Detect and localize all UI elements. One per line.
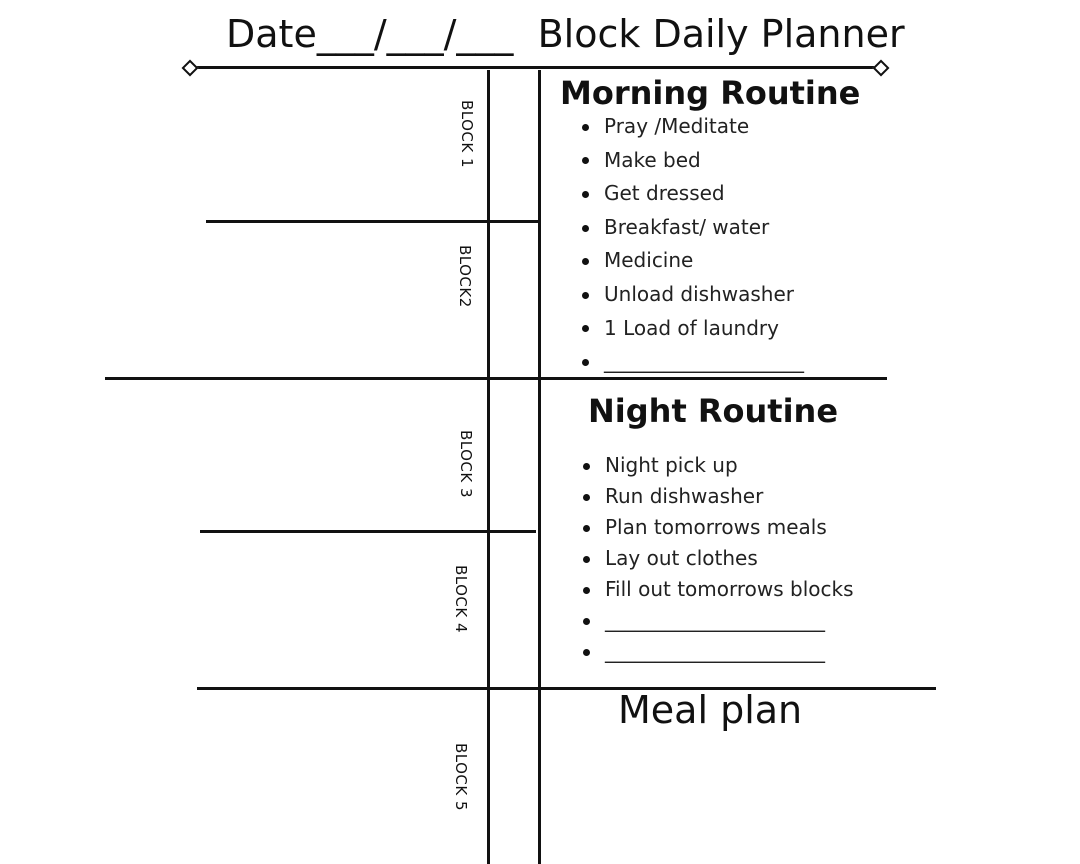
night-routine-list (583, 450, 854, 667)
night-item-blank-1: ______________________ (583, 605, 854, 636)
routine-column-divider (538, 70, 541, 864)
night-item-blank-2: ______________________ (583, 636, 854, 667)
block-column-divider (487, 70, 490, 864)
night-routine-heading: Night Routine (588, 392, 839, 430)
morning-routine-heading: Morning Routine (560, 74, 861, 112)
block-divider-3-4 (200, 530, 536, 533)
divider-right-diamond (873, 60, 890, 77)
morning-item-get-dressed: Get dressed (582, 177, 804, 211)
morning-routine-list (582, 110, 804, 379)
block-label-4: BLOCK 4 (452, 565, 470, 634)
page-title: Date___/___/___ Block Daily Planner (226, 12, 905, 56)
morning-item-medicine: Medicine (582, 244, 804, 278)
block-label-5: BLOCK 5 (452, 743, 470, 812)
night-item-fill-blocks: Fill out tomorrows blocks (583, 574, 854, 605)
title-divider (190, 66, 882, 69)
block-divider-1-2 (206, 220, 540, 223)
night-item-plan-meals: Plan tomorrows meals (583, 512, 854, 543)
meal-plan-heading: Meal plan (618, 688, 803, 732)
section-divider-night-meal (197, 687, 936, 690)
divider-left-diamond (182, 60, 199, 77)
block-label-1: BLOCK 1 (458, 100, 476, 169)
morning-item-unload-dishwasher: Unload dishwasher (582, 278, 804, 312)
morning-item-laundry: 1 Load of laundry (582, 312, 804, 346)
morning-item-breakfast: Breakfast/ water (582, 211, 804, 245)
night-item-run-dishwasher: Run dishwasher (583, 481, 854, 512)
night-item-lay-out-clothes: Lay out clothes (583, 543, 854, 574)
morning-item-make-bed: Make bed (582, 144, 804, 178)
block-label-3: BLOCK 3 (457, 430, 475, 499)
morning-item-pray: Pray /Meditate (582, 110, 804, 144)
block-label-2: BLOCK2 (456, 245, 474, 308)
morning-item-blank: ____________________ (582, 345, 804, 379)
night-item-pick-up: Night pick up (583, 450, 854, 481)
